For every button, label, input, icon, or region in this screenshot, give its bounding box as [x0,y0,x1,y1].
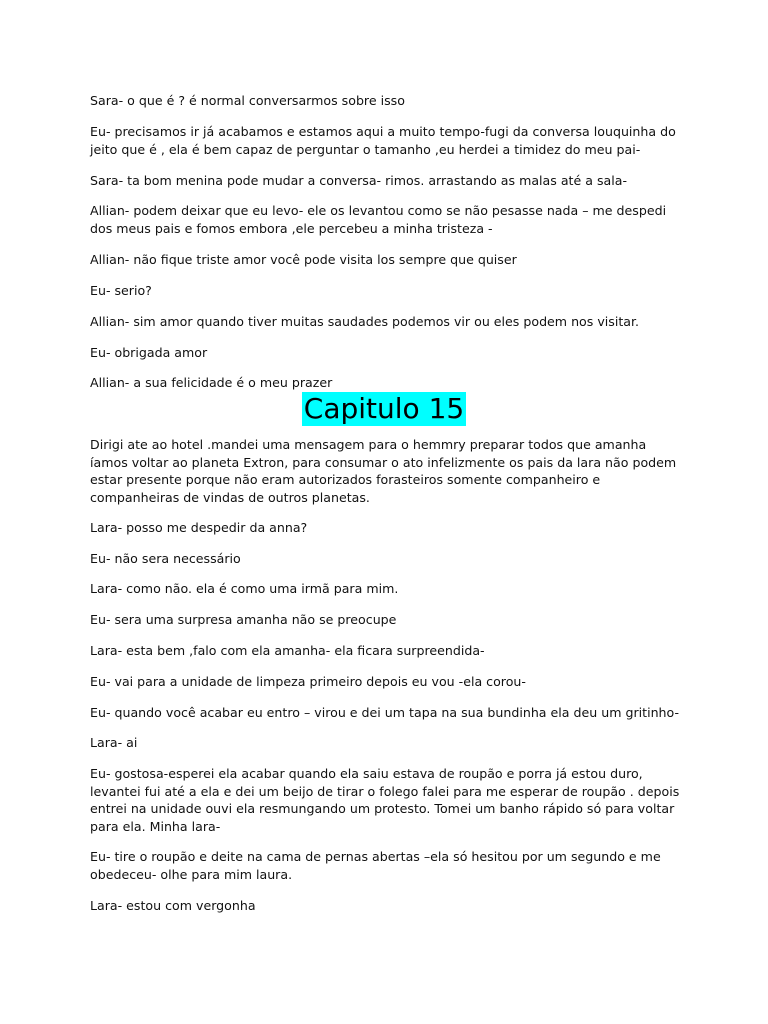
paragraph: Eu- quando você acabar eu entro – virou e dei um tapa na sua bundinha ela deu um gritinho- [90,704,680,720]
paragraph: Sara- o que é ? é normal conversarmos sobre isso [90,93,405,108]
paragraph: Lara- ai [90,735,138,751]
chapter-heading-row [0,392,768,426]
paragraph: Lara- como não. ela é como uma irmã para mim. [90,581,399,597]
paragraph: Allian- sim amor quando tiver muitas saudades podemos vir ou eles podem nos visitar. [90,313,640,329]
paragraph: Eu- vai para a unidade de limpeza primeiro depois eu vou -ela corou- [90,673,526,689]
paragraph: Eu- sera uma surpresa amanha não se preocupe [90,612,397,628]
paragraph: Dirigi ate ao hotel .mandei uma mensagem para o hemmry preparar todos que amanha íamos voltar ao planeta Extron, para consumar o ato infelizmente os pais da lara não podem estar presente porque não eram autorizados forasteiros somente companheiro e companheiras de vindas de outros planetas. [90,437,677,505]
paragraph: Eu- precisamos ir já acabamos e estamos aqui a muito tempo-fugi da conversa louquinha do jeito que é , ela é bem capaz de perguntar o tamanho ,eu herdei a timidez do meu pai- [90,123,676,157]
paragraph: Eu- gostosa-esperei ela acabar quando ela saiu estava de roupão e porra já estou duro, levantei fui até a ela e dei um beijo de tirar o folego falei para me esperar de roupão . depois entrei na unidade ouvi ela resmungando um protesto. Tomei um banho rápido só para voltar para ela. Minha lara- [90,766,680,834]
dialogue-section-top [90,92,680,405]
dialogue-section-bottom [90,436,680,928]
paragraph: Allian- não fique triste amor você pode visita los sempre que quiser [90,252,517,268]
paragraph: Lara- estou com vergonha [90,897,256,913]
paragraph: Eu- tire o roupão e deite na cama de pernas abertas –ela só hesitou por um segundo e me obedeceu- olhe para mim laura. [90,848,661,882]
chapter-heading: Capitulo 15 [303,392,465,425]
paragraph: Eu- não sera necessário [90,550,241,566]
paragraph: Eu- obrigada amor [90,344,208,360]
paragraph: Lara- posso me despedir da anna? [90,519,308,535]
paragraph: Allian- a sua felicidade é o meu prazer [90,375,333,391]
paragraph: Sara- ta bom menina pode mudar a conversa- rimos. arrastando as malas até a sala- [90,172,628,188]
paragraph: Allian- podem deixar que eu levo- ele os levantou como se não pesasse nada – me despedi dos meus pais e fomos embora ,ele percebeu a minha tristeza - [90,203,667,237]
paragraph: Eu- serio? [90,282,152,298]
paragraph: Lara- esta bem ,falo com ela amanha- ela ficara surpreendida- [90,642,485,658]
